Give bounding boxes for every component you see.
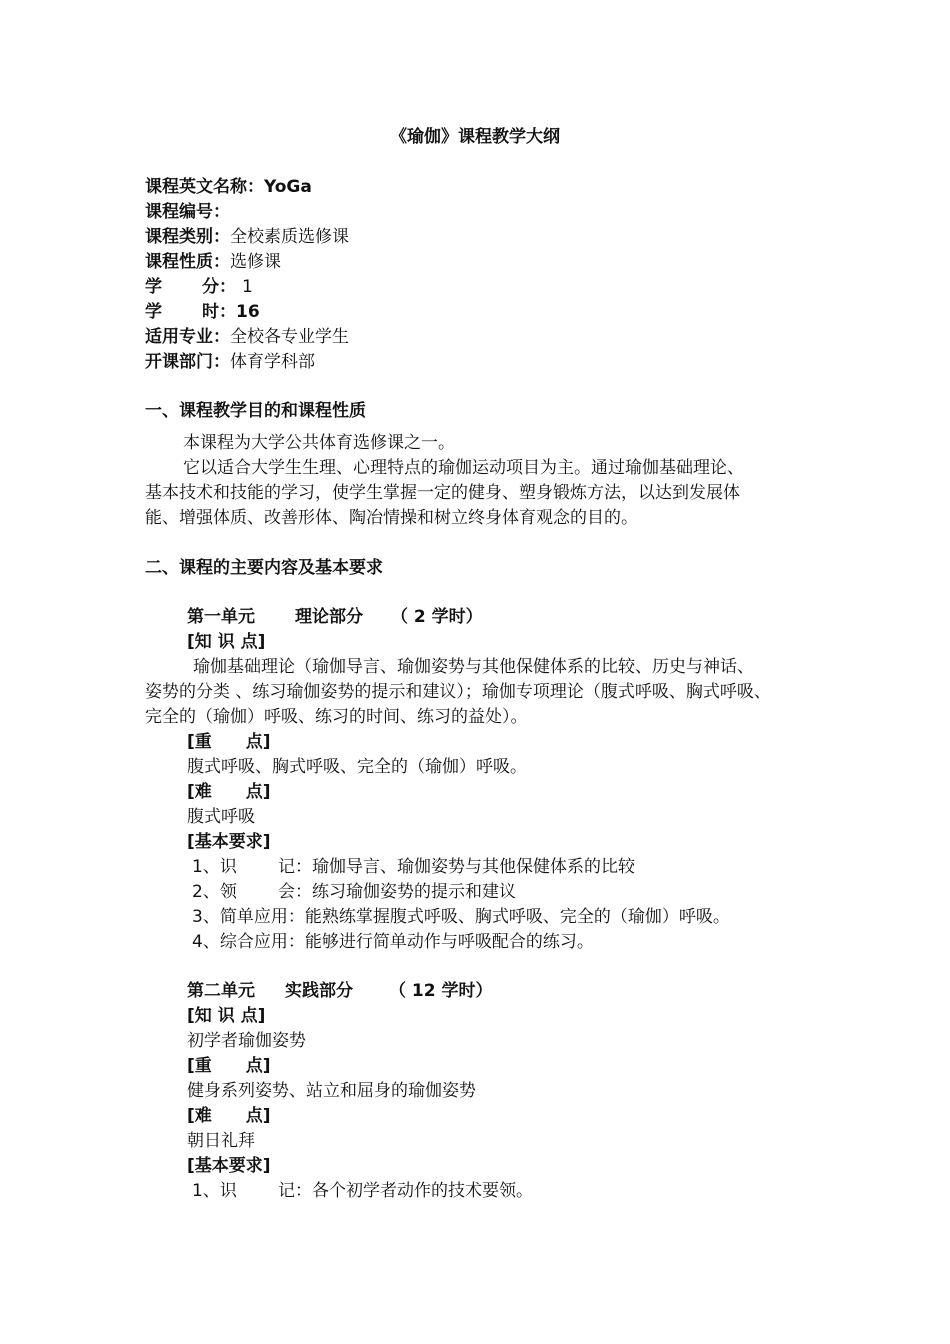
info-label-a: 学: [145, 302, 162, 322]
info-value: 体育学科部: [230, 352, 315, 372]
unit2-title: [187, 980, 493, 1002]
info-label: 课程性质：: [145, 252, 230, 272]
requirement-prefix: 1、识: [192, 1181, 237, 1201]
unit1-requirement-1: [192, 856, 635, 878]
info-label-a: 学: [145, 277, 162, 297]
info-course-category: [145, 226, 349, 248]
unit2-requirement-1: [192, 1180, 533, 1202]
unit2-hours: （ 12 学时）: [389, 981, 493, 1001]
unit2-name: 第二单元: [187, 981, 255, 1001]
unit1-part: 理论部分: [295, 607, 363, 627]
info-label: 开课部门：: [145, 352, 230, 372]
unit1-knowledge-line1: 瑜伽基础理论（瑜伽导言、瑜伽姿势与其他保健体系的比较、历史与神话、: [193, 657, 754, 677]
requirement-text: 会：练习瑜伽姿势的提示和建议: [278, 882, 516, 902]
section1-heading: 一、课程教学目的和课程性质: [145, 401, 366, 421]
info-course-code: [145, 201, 230, 223]
info-value: 全校素质选修课: [230, 227, 349, 247]
section1-paragraph2-line2: 基本技术和技能的学习，使学生掌握一定的健身、塑身锻炼方法，以达到发展体: [145, 483, 740, 503]
unit1-title: [187, 606, 483, 628]
unit1-knowledge-line2: 姿势的分类 、练习瑜伽姿势的提示和建议）；瑜伽专项理论（腹式呼吸、胸式呼吸、: [145, 682, 771, 702]
doc-title: 《瑜伽》课程教学大纲: [390, 127, 560, 147]
unit2-key-text: 健身系列姿势、站立和屈身的瑜伽姿势: [187, 1081, 476, 1101]
info-value: 1: [242, 277, 253, 297]
unit2-difficulty-label: [难 点]: [187, 1106, 271, 1126]
unit1-requirement-3: 3、简单应用：能熟练掌握腹式呼吸、胸式呼吸、完全的（瑜伽）呼吸。: [192, 907, 730, 927]
info-major: [145, 326, 349, 348]
unit1-requirements-label: [基本要求]: [187, 832, 271, 852]
unit1-difficulty-text: 腹式呼吸: [187, 807, 255, 827]
requirement-prefix: 2、领: [192, 882, 237, 902]
info-label: 课程类别：: [145, 227, 230, 247]
info-label: 课程编号：: [145, 202, 230, 222]
requirement-prefix: 1、识: [192, 857, 237, 877]
info-value: YoGa: [264, 177, 312, 197]
section1-paragraph2-line3: 能、增强体质、改善形体、陶冶情操和树立终身体育观念的目的。: [145, 508, 638, 528]
section2-heading: 二、课程的主要内容及基本要求: [145, 558, 383, 578]
requirement-text: 记：瑜伽导言、瑜伽姿势与其他保健体系的比较: [278, 857, 635, 877]
info-hours: [145, 301, 260, 323]
section1-paragraph1: 本课程为大学公共体育选修课之一。: [183, 433, 455, 453]
info-value: 16: [236, 302, 260, 322]
info-label: 适用专业：: [145, 327, 230, 347]
info-department: [145, 351, 315, 373]
unit1-knowledge-label: [知 识 点]: [187, 632, 266, 652]
info-credits: [145, 276, 253, 298]
requirement-text: 记：各个初学者动作的技术要领。: [278, 1181, 533, 1201]
info-value: 全校各专业学生: [230, 327, 349, 347]
unit1-key-text: 腹式呼吸、胸式呼吸、完全的（瑜伽）呼吸。: [187, 757, 527, 777]
unit2-difficulty-text: 朝日礼拜: [187, 1131, 255, 1151]
info-label-b: 时：: [202, 302, 236, 322]
unit1-requirement-2: [192, 881, 516, 903]
unit2-part: 实践部分: [285, 981, 353, 1001]
info-label-b: 分：: [202, 277, 236, 297]
info-label: 课程英文名称：: [145, 177, 264, 197]
info-value: 选修课: [230, 252, 281, 272]
unit2-knowledge-label: [知 识 点]: [187, 1006, 266, 1026]
section1-paragraph2-line1: 它以适合大学生生理、心理特点的瑜伽运动项目为主。通过瑜伽基础理论、: [183, 458, 744, 478]
unit1-knowledge-line3: 完全的（瑜伽）呼吸、练习的时间、练习的益处）。: [145, 707, 528, 727]
unit2-requirements-label: [基本要求]: [187, 1156, 271, 1176]
unit2-knowledge-text: 初学者瑜伽姿势: [187, 1031, 306, 1051]
unit1-key-label: [重 点]: [187, 732, 271, 752]
unit1-hours: （ 2 学时）: [391, 607, 483, 627]
unit1-difficulty-label: [难 点]: [187, 782, 271, 802]
unit1-requirement-4: 4、综合应用：能够进行简单动作与呼吸配合的练习。: [192, 932, 594, 952]
unit1-name: 第一单元: [187, 607, 255, 627]
unit2-key-label: [重 点]: [187, 1056, 271, 1076]
info-course-nature: [145, 251, 281, 273]
info-english-name: [145, 176, 312, 198]
